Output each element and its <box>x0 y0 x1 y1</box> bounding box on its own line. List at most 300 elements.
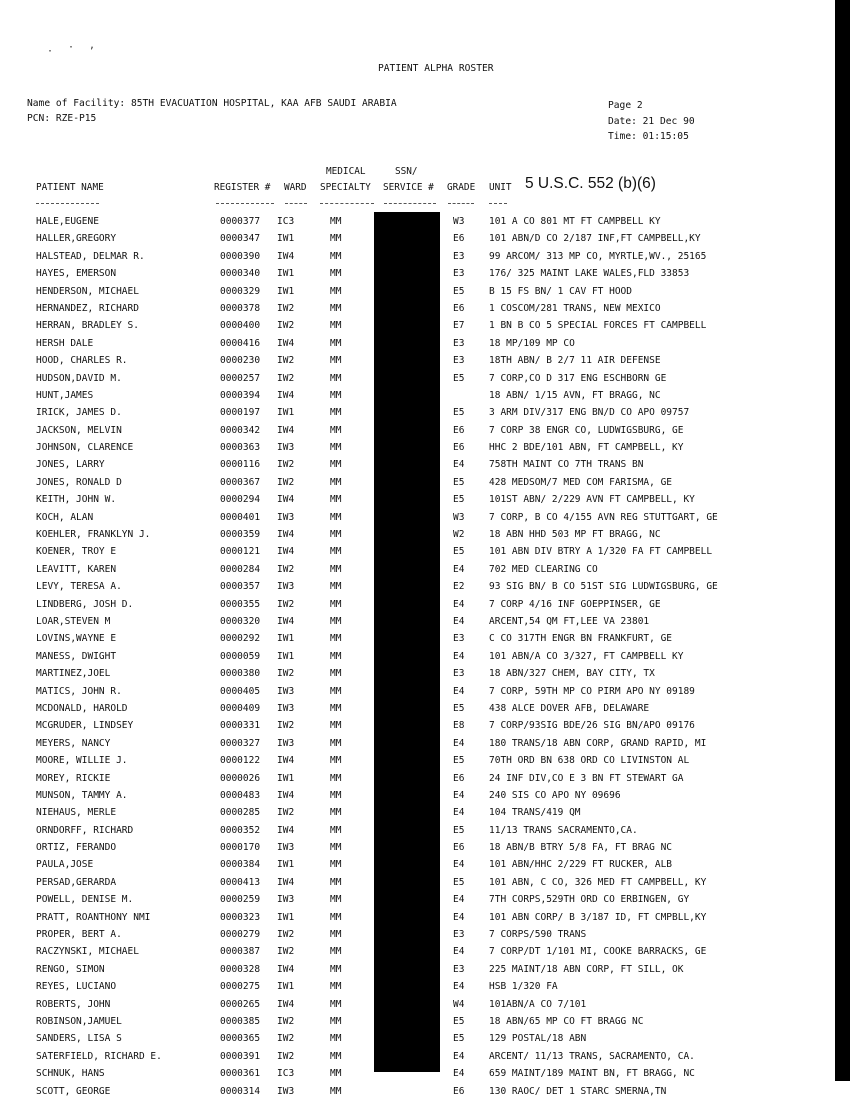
patient-name-cell: LOVINS,WAYNE E <box>36 633 117 645</box>
report-meta <box>608 98 695 145</box>
ward-cell: IW2 <box>277 1015 295 1027</box>
unit-cell: 101 ABN DIV BTRY A 1/320 FA FT CAMPBELL <box>489 546 713 558</box>
patient-name-cell: ROBERTS, JOHN <box>36 998 111 1010</box>
patient-name-cell: MOORE, WILLIE J. <box>36 755 128 767</box>
patient-name-cell: RACZYNSKI, MICHAEL <box>36 946 139 958</box>
ward-cell: IW2 <box>277 476 295 488</box>
report-title: PATIENT ALPHA ROSTER <box>378 63 494 74</box>
patient-name-cell: LEAVITT, KAREN <box>36 563 117 575</box>
ward-cell: IW1 <box>277 285 295 297</box>
medical-specialty-cell: MM <box>330 302 342 314</box>
register-number-cell: 0000121 <box>220 546 261 558</box>
unit-cell: 101 ABN/D CO 2/187 INF,FT CAMPBELL,KY <box>489 233 701 245</box>
header-specialty: SPECIALTY <box>320 182 371 193</box>
ward-cell: IW3 <box>277 702 295 714</box>
ward-cell: IW2 <box>277 598 295 610</box>
medical-specialty-cell: MM <box>330 268 342 280</box>
register-number-cell: 0000359 <box>220 529 261 541</box>
medical-specialty-cell: MM <box>330 250 342 262</box>
unit-cell: 101 ABN/HHC 2/229 FT RUCKER, ALB <box>489 859 673 871</box>
medical-specialty-cell: MM <box>330 233 342 245</box>
grade-cell: E4 <box>453 1068 465 1080</box>
unit-cell: 104 TRANS/419 QM <box>489 807 581 819</box>
unit-cell: 438 ALCE DOVER AFB, DELAWARE <box>489 702 650 714</box>
medical-specialty-cell: MM <box>330 442 342 454</box>
unit-cell: 130 RAOC/ DET 1 STARC SMERNA,TN <box>489 1085 667 1097</box>
unit-cell: 101 ABN, C CO, 326 MED FT CAMPBELL, KY <box>489 876 707 888</box>
ward-cell: IW4 <box>277 789 295 801</box>
medical-specialty-cell: MM <box>330 685 342 697</box>
grade-cell: W3 <box>453 216 465 227</box>
unit-cell: 1 COSCOM/281 TRANS, NEW MEXICO <box>489 302 661 314</box>
facility-line: Name of Facility: 85TH EVACUATION HOSPITAL, KAA AFB SAUDI ARABIA <box>27 98 397 109</box>
grade-cell: E5 <box>453 876 465 888</box>
register-number-cell: 0000230 <box>220 355 261 367</box>
medical-specialty-cell: MM <box>330 737 342 749</box>
patient-name-cell: KOENER, TROY E <box>36 546 117 558</box>
medical-specialty-cell: MM <box>330 372 342 384</box>
ward-cell: IW2 <box>277 302 295 314</box>
medical-specialty-cell: MM <box>330 511 342 523</box>
ward-cell: IW1 <box>277 407 295 419</box>
ward-cell: IW4 <box>277 824 295 836</box>
register-number-cell: 0000275 <box>220 981 261 993</box>
page-number: Page 2 <box>608 100 643 111</box>
medical-specialty-cell: MM <box>330 476 342 488</box>
patient-name-cell: JONES, RONALD D <box>36 476 122 488</box>
grade-cell: E4 <box>453 650 465 662</box>
medical-specialty-cell: MM <box>330 1068 342 1080</box>
register-number-cell: 0000377 <box>220 216 261 227</box>
unit-cell: 18 ABN/B BTRY 5/8 FA, FT BRAG NC <box>489 842 673 854</box>
ward-cell: IW1 <box>277 650 295 662</box>
grade-cell: E6 <box>453 842 465 854</box>
unit-cell: 18TH ABN/ B 2/7 11 AIR DEFENSE <box>489 355 661 367</box>
register-number-cell: 0000413 <box>220 876 261 888</box>
patient-name-cell: HUNT,JAMES <box>36 389 94 401</box>
patient-name-cell: HERSH DALE <box>36 337 94 349</box>
medical-specialty-cell: MM <box>330 894 342 906</box>
grade-cell: E3 <box>453 929 465 941</box>
medical-specialty-cell: MM <box>330 355 342 367</box>
patient-name-cell: NIEHAUS, MERLE <box>36 807 117 819</box>
header-grade: GRADE <box>447 182 476 193</box>
register-number-cell: 0000259 <box>220 894 261 906</box>
patient-name-cell: LOAR,STEVEN M <box>36 615 111 627</box>
register-number-cell: 0000390 <box>220 250 261 262</box>
grade-cell: E4 <box>453 685 465 697</box>
unit-cell: 7 CORP 38 ENGR CO, LUDWIGSBURG, GE <box>489 424 684 436</box>
unit-cell: 18 ABN/65 MP CO FT BRAGG NC <box>489 1015 644 1027</box>
patient-name-cell: HALLER,GREGORY <box>36 233 117 245</box>
patient-name-cell: MEYERS, NANCY <box>36 737 111 749</box>
medical-specialty-cell: MM <box>330 807 342 819</box>
header-ssn: SSN/ <box>395 166 418 177</box>
unit-cell: 7 CORP,CO D 317 ENG ESCHBORN GE <box>489 372 667 384</box>
unit-cell: 7TH CORPS,529TH ORD CO ERBINGEN, GY <box>489 894 690 906</box>
patient-name-cell: MOREY, RICKIE <box>36 772 111 784</box>
register-number-cell: 0000170 <box>220 842 261 854</box>
unit-cell: 11/13 TRANS SACRAMENTO,CA. <box>489 824 638 836</box>
grade-cell: E3 <box>453 250 465 262</box>
register-number-cell: 0000401 <box>220 511 261 523</box>
register-number-cell: 0000361 <box>220 1068 261 1080</box>
medical-specialty-cell: MM <box>330 285 342 297</box>
patient-name-cell: HUDSON,DAVID M. <box>36 372 122 384</box>
patient-name-cell: PROPER, BERT A. <box>36 929 122 941</box>
header-rule <box>216 203 274 204</box>
unit-cell: C CO 317TH ENGR BN FRANKFURT, GE <box>489 633 673 645</box>
register-number-cell: 0000352 <box>220 824 261 836</box>
ward-cell: IW4 <box>277 755 295 767</box>
ward-cell: IW3 <box>277 737 295 749</box>
medical-specialty-cell: MM <box>330 320 342 332</box>
ward-cell: IW2 <box>277 563 295 575</box>
ward-cell: IW2 <box>277 355 295 367</box>
unit-cell: 758TH MAINT CO 7TH TRANS BN <box>489 459 644 471</box>
unit-cell: B 15 FS BN/ 1 CAV FT HOOD <box>489 285 632 297</box>
unit-cell: 18 MP/109 MP CO <box>489 337 575 349</box>
medical-specialty-cell: MM <box>330 824 342 836</box>
grade-cell: E2 <box>453 581 465 593</box>
medical-specialty-cell: MM <box>330 546 342 558</box>
register-number-cell: 0000363 <box>220 442 261 454</box>
scan-speck: · <box>68 42 75 53</box>
ward-cell: IW3 <box>277 581 295 593</box>
register-number-cell: 0000355 <box>220 598 261 610</box>
register-number-cell: 0000026 <box>220 772 261 784</box>
unit-cell: 180 TRANS/18 ABN CORP, GRAND RAPID, MI <box>489 737 707 749</box>
grade-cell: E4 <box>453 737 465 749</box>
grade-cell: E5 <box>453 407 465 419</box>
unit-cell: 18 ABN HHD 503 MP FT BRAGG, NC <box>489 529 661 541</box>
unit-cell: HHC 2 BDE/101 ABN, FT CAMPBELL, KY <box>489 442 684 454</box>
header-rule <box>448 203 474 204</box>
grade-cell: E3 <box>453 268 465 280</box>
register-number-cell: 0000285 <box>220 807 261 819</box>
foia-exemption-stamp: 5 U.S.C. 552 (b)(6) <box>525 175 656 192</box>
patient-name-cell: HOOD, CHARLES R. <box>36 355 128 367</box>
ward-cell: IW3 <box>277 1085 295 1097</box>
ssn-redaction-bar <box>374 212 440 1072</box>
medical-specialty-cell: MM <box>330 459 342 471</box>
ward-cell: IW4 <box>277 529 295 541</box>
register-number-cell: 0000384 <box>220 859 261 871</box>
ward-cell: IW3 <box>277 842 295 854</box>
grade-cell: W4 <box>453 998 465 1010</box>
unit-cell: HSB 1/320 FA <box>489 981 558 993</box>
unit-cell: 93 SIG BN/ B CO 51ST SIG LUDWIGSBURG, GE <box>489 581 718 593</box>
ward-cell: IW2 <box>277 320 295 332</box>
grade-cell: E6 <box>453 302 465 314</box>
header-rule <box>285 203 307 204</box>
medical-specialty-cell: MM <box>330 789 342 801</box>
grade-cell: E8 <box>453 720 465 732</box>
patient-name-cell: JOHNSON, CLARENCE <box>36 442 134 454</box>
patient-name-cell: HALE,EUGENE <box>36 216 99 227</box>
grade-cell: E4 <box>453 789 465 801</box>
patient-name-cell: MATICS, JOHN R. <box>36 685 122 697</box>
patient-name-cell: IRICK, JAMES D. <box>36 407 122 419</box>
ward-cell: IW3 <box>277 511 295 523</box>
grade-cell: E6 <box>453 772 465 784</box>
ward-cell: IW2 <box>277 1033 295 1045</box>
grade-cell: E5 <box>453 494 465 506</box>
ward-cell: IW2 <box>277 946 295 958</box>
patient-name-cell: ORNDORFF, RICHARD <box>36 824 134 836</box>
register-number-cell: 0000380 <box>220 668 261 680</box>
medical-specialty-cell: MM <box>330 946 342 958</box>
patient-name-cell: HENDERSON, MICHAEL <box>36 285 139 297</box>
unit-cell: 1 BN B CO 5 SPECIAL FORCES FT CAMPBELL <box>489 320 707 332</box>
grade-cell: E4 <box>453 911 465 923</box>
grade-cell: W3 <box>453 511 465 523</box>
patient-name-cell: POWELL, DENISE M. <box>36 894 134 906</box>
grade-cell: E5 <box>453 285 465 297</box>
grade-cell: E6 <box>453 1085 465 1097</box>
register-number-cell: 0000116 <box>220 459 261 471</box>
grade-cell: E5 <box>453 372 465 384</box>
patient-name-cell: HAYES, EMERSON <box>36 268 117 280</box>
header-rule <box>384 203 436 204</box>
grade-cell: E5 <box>453 1015 465 1027</box>
register-number-cell: 0000357 <box>220 581 261 593</box>
patient-name-cell: SCHNUK, HANS <box>36 1068 105 1080</box>
medical-specialty-cell: MM <box>330 494 342 506</box>
medical-specialty-cell: MM <box>330 615 342 627</box>
ward-cell: IW2 <box>277 807 295 819</box>
medical-specialty-cell: MM <box>330 720 342 732</box>
report-date: Date: 21 Dec 90 <box>608 115 695 127</box>
unit-cell: ARCENT,54 QM FT,LEE VA 23801 <box>489 615 650 627</box>
medical-specialty-cell: MM <box>330 581 342 593</box>
patient-name-cell: MCGRUDER, LINDSEY <box>36 720 134 732</box>
unit-cell: 7 CORP/DT 1/101 MI, COOKE BARRACKS, GE <box>489 946 707 958</box>
ward-cell: IW4 <box>277 963 295 975</box>
register-number-cell: 0000279 <box>220 929 261 941</box>
unit-cell: 101ST ABN/ 2/229 AVN FT CAMPBELL, KY <box>489 494 695 506</box>
ward-cell: IW3 <box>277 685 295 697</box>
ward-cell: IW4 <box>277 998 295 1010</box>
register-number-cell: 0000323 <box>220 911 261 923</box>
register-number-cell: 0000284 <box>220 563 261 575</box>
register-number-cell: 0000197 <box>220 407 261 419</box>
ward-cell: IW4 <box>277 337 295 349</box>
ward-cell: IW1 <box>277 772 295 784</box>
medical-specialty-cell: MM <box>330 407 342 419</box>
register-number-cell: 0000340 <box>220 268 261 280</box>
medical-specialty-cell: MM <box>330 1015 342 1027</box>
patient-name-cell: REYES, LUCIANO <box>36 981 117 993</box>
grade-cell: E4 <box>453 563 465 575</box>
header-rule <box>36 203 99 204</box>
ward-cell: IW1 <box>277 633 295 645</box>
scan-speck: , <box>89 40 96 51</box>
medical-specialty-cell: MM <box>330 859 342 871</box>
ward-cell: IW1 <box>277 233 295 245</box>
medical-specialty-cell: MM <box>330 772 342 784</box>
medical-specialty-cell: MM <box>330 598 342 610</box>
grade-cell: E3 <box>453 668 465 680</box>
unit-cell: 7 CORP/93SIG BDE/26 SIG BN/APO 09176 <box>489 720 695 732</box>
patient-name-cell: MCDONALD, HAROLD <box>36 702 128 714</box>
register-number-cell: 0000329 <box>220 285 261 297</box>
register-number-cell: 0000294 <box>220 494 261 506</box>
grade-cell: E4 <box>453 894 465 906</box>
patient-name-cell: SCOTT, GEORGE <box>36 1085 111 1097</box>
grade-cell: W2 <box>453 529 465 541</box>
register-number-cell: 0000391 <box>220 1050 261 1062</box>
header-medical: MEDICAL <box>326 166 366 177</box>
unit-cell: ARCENT/ 11/13 TRANS, SACRAMENTO, CA. <box>489 1050 695 1062</box>
patient-name-cell: HERNANDEZ, RICHARD <box>36 302 139 314</box>
grade-cell: E5 <box>453 824 465 836</box>
patient-name-cell: SATERFIELD, RICHARD E. <box>36 1050 162 1062</box>
header-service: SERVICE # <box>383 182 434 193</box>
register-number-cell: 0000292 <box>220 633 261 645</box>
unit-cell: 240 SIS CO APO NY 09696 <box>489 789 621 801</box>
register-number-cell: 0000257 <box>220 372 261 384</box>
grade-cell: E4 <box>453 807 465 819</box>
register-number-cell: 0000387 <box>220 946 261 958</box>
register-number-cell: 0000400 <box>220 320 261 332</box>
unit-cell: 702 MED CLEARING CO <box>489 563 598 575</box>
unit-cell: 101ABN/A CO 7/101 <box>489 998 587 1010</box>
register-number-cell: 0000378 <box>220 302 261 314</box>
register-number-cell: 0000409 <box>220 702 261 714</box>
register-number-cell: 0000331 <box>220 720 261 732</box>
medical-specialty-cell: MM <box>330 981 342 993</box>
header-unit: UNIT <box>489 182 512 193</box>
unit-cell: 428 MEDSOM/7 MED COM FARISMA, GE <box>489 476 673 488</box>
grade-cell: E3 <box>453 337 465 349</box>
grade-cell: E5 <box>453 476 465 488</box>
grade-cell: E3 <box>453 355 465 367</box>
patient-name-cell: ROBINSON,JAMUEL <box>36 1015 122 1027</box>
medical-specialty-cell: MM <box>330 842 342 854</box>
unit-cell: 24 INF DIV,CO E 3 BN FT STEWART GA <box>489 772 684 784</box>
patient-name-cell: MARTINEZ,JOEL <box>36 668 111 680</box>
patient-name-cell: JONES, LARRY <box>36 459 105 471</box>
medical-specialty-cell: MM <box>330 529 342 541</box>
medical-specialty-cell: MM <box>330 1050 342 1062</box>
grade-cell: E4 <box>453 981 465 993</box>
grade-cell: E3 <box>453 963 465 975</box>
patient-name-cell: ORTIZ, FERANDO <box>36 842 117 854</box>
medical-specialty-cell: MM <box>330 963 342 975</box>
header-ward: WARD <box>284 182 307 193</box>
grade-cell: E4 <box>453 615 465 627</box>
medical-specialty-cell: MM <box>330 216 342 227</box>
register-number-cell: 0000385 <box>220 1015 261 1027</box>
ward-cell: IW1 <box>277 981 295 993</box>
grade-cell: E6 <box>453 233 465 245</box>
patient-name-cell: RENGO, SIMON <box>36 963 105 975</box>
header-register: REGISTER # <box>214 182 271 193</box>
medical-specialty-cell: MM <box>330 998 342 1010</box>
medical-specialty-cell: MM <box>330 1085 342 1097</box>
table-row <box>0 1083 850 1100</box>
patient-name-cell: LINDBERG, JOSH D. <box>36 598 134 610</box>
grade-cell: E6 <box>453 424 465 436</box>
unit-cell: 18 ABN/ 1/15 AVN, FT BRAGG, NC <box>489 389 661 401</box>
register-number-cell: 0000059 <box>220 650 261 662</box>
medical-specialty-cell: MM <box>330 668 342 680</box>
grade-cell: E4 <box>453 946 465 958</box>
patient-name-cell: PRATT, ROANTHONY NMI <box>36 911 151 923</box>
pcn-line: PCN: RZE-P15 <box>27 113 97 124</box>
ward-cell: IC3 <box>277 1068 295 1080</box>
ward-cell: IW4 <box>277 424 295 436</box>
grade-cell: E5 <box>453 755 465 767</box>
unit-cell: 101 ABN/A CO 3/327, FT CAMPBELL KY <box>489 650 684 662</box>
ward-cell: IW2 <box>277 720 295 732</box>
unit-cell: 225 MAINT/18 ABN CORP, FT SILL, OK <box>489 963 684 975</box>
medical-specialty-cell: MM <box>330 1033 342 1045</box>
register-number-cell: 0000342 <box>220 424 261 436</box>
ward-cell: IW2 <box>277 668 295 680</box>
patient-name-cell: PERSAD,GERARDA <box>36 876 117 888</box>
grade-cell: E5 <box>453 1033 465 1045</box>
grade-cell: E4 <box>453 1050 465 1062</box>
patient-name-cell: KOEHLER, FRANKLYN J. <box>36 529 151 541</box>
grade-cell: E3 <box>453 633 465 645</box>
grade-cell: E4 <box>453 459 465 471</box>
grade-cell: E4 <box>453 598 465 610</box>
unit-cell: 7 CORPS/590 TRANS <box>489 929 587 941</box>
grade-cell: E7 <box>453 320 465 332</box>
ward-cell: IW2 <box>277 372 295 384</box>
medical-specialty-cell: MM <box>330 650 342 662</box>
unit-cell: 70TH ORD BN 638 ORD CO LIVINSTON AL <box>489 755 690 767</box>
ward-cell: IW1 <box>277 859 295 871</box>
register-number-cell: 0000320 <box>220 615 261 627</box>
register-number-cell: 0000347 <box>220 233 261 245</box>
grade-cell: E5 <box>453 702 465 714</box>
register-number-cell: 0000314 <box>220 1085 261 1097</box>
medical-specialty-cell: MM <box>330 876 342 888</box>
ward-cell: IW4 <box>277 250 295 262</box>
unit-cell: 7 CORP, B CO 4/155 AVN REG STUTTGART, GE <box>489 511 718 523</box>
ward-cell: IW4 <box>277 876 295 888</box>
ward-cell: IC3 <box>277 216 295 227</box>
medical-specialty-cell: MM <box>330 389 342 401</box>
header-rule <box>320 203 374 204</box>
unit-cell: 101 A CO 801 MT FT CAMPBELL KY <box>489 216 661 227</box>
header-patient-name: PATIENT NAME <box>36 182 104 193</box>
unit-cell: 176/ 325 MAINT LAKE WALES,FLD 33853 <box>489 268 690 280</box>
ward-cell: IW4 <box>277 615 295 627</box>
patient-name-cell: HALSTEAD, DELMAR R. <box>36 250 145 262</box>
grade-cell: E5 <box>453 546 465 558</box>
patient-name-cell: LEVY, TERESA A. <box>36 581 122 593</box>
register-number-cell: 0000328 <box>220 963 261 975</box>
unit-cell: 7 CORP, 59TH MP CO PIRM APO NY 09189 <box>489 685 695 697</box>
ward-cell: IW4 <box>277 494 295 506</box>
medical-specialty-cell: MM <box>330 337 342 349</box>
patient-name-cell: KOCH, ALAN <box>36 511 94 523</box>
unit-cell: 129 POSTAL/18 ABN <box>489 1033 587 1045</box>
grade-cell: E4 <box>453 859 465 871</box>
register-number-cell: 0000405 <box>220 685 261 697</box>
medical-specialty-cell: MM <box>330 911 342 923</box>
unit-cell: 99 ARCOM/ 313 MP CO, MYRTLE,WV., 25165 <box>489 250 707 262</box>
medical-specialty-cell: MM <box>330 755 342 767</box>
medical-specialty-cell: MM <box>330 563 342 575</box>
register-number-cell: 0000122 <box>220 755 261 767</box>
ward-cell: IW4 <box>277 546 295 558</box>
patient-name-cell: KEITH, JOHN W. <box>36 494 117 506</box>
